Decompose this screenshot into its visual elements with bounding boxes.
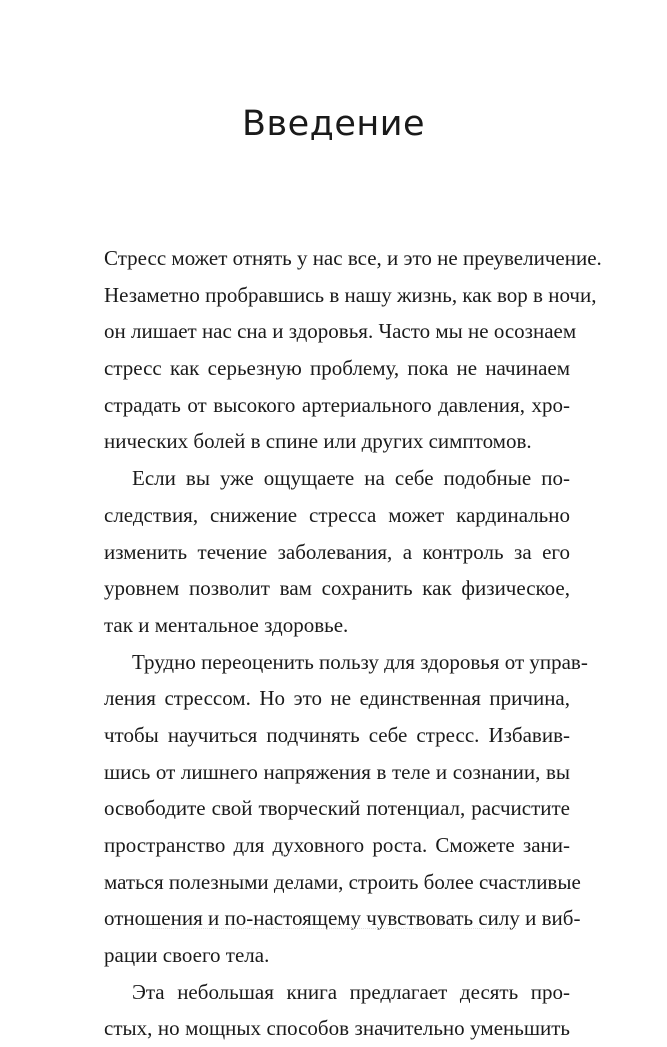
text-line: Незаметно пробравшись в нашу жизнь, как вор в ночи,: [104, 282, 597, 307]
text-line: рации своего тела.: [104, 943, 270, 968]
paragraph-2: [104, 460, 570, 643]
text-line: изменить течение заболевания, а контроль за его: [104, 539, 570, 564]
text-line: Эта небольшая книга предлагает десять про-: [132, 979, 570, 1004]
text-line: страдать от высокого артериального давления, хро-: [104, 392, 570, 417]
page-bottom-divider: [152, 928, 516, 929]
text-line: пространство для духовного роста. Сможете зани-: [104, 833, 570, 857]
text-line: шись от лишнего напряжения в теле и сознании, вы: [104, 759, 570, 784]
text-line: Трудно переоценить пользу для здоровья от управ-: [132, 649, 588, 674]
text-line: следствия, снижение стресса может кардинально: [104, 502, 570, 527]
text-line: стых, но мощных способов значительно уменьшить: [104, 1016, 570, 1041]
text-line: ления стрессом. Но это не единственная причина,: [104, 686, 570, 711]
paragraph-1: [104, 240, 602, 460]
text-line: отношения и по-настоящему чувствовать силу и виб-: [104, 906, 581, 931]
chapter-title: Введение: [241, 104, 426, 144]
text-line: он лишает нас сна и здоровья. Часто мы не осознаем: [104, 319, 577, 344]
text-line: освободите свой творческий потенциал, расчистите: [104, 796, 570, 821]
text-line: маться полезными делами, строить более счастливые: [104, 869, 581, 894]
text-line: Стресс может отнять у нас все, и это не преувеличение.: [104, 246, 602, 270]
text-line: Если вы уже ощущаете на себе подобные по-: [132, 466, 570, 491]
text-line: так и ментальное здоровье.: [104, 612, 349, 637]
text-line: стресс как серьезную проблему, пока не начинаем: [104, 356, 570, 381]
text-line: нических болей в спине или других симптомов.: [104, 429, 532, 454]
text-line: чтобы научиться подчинять себе стресс. Избавив-: [104, 722, 570, 747]
body-text: [104, 240, 602, 1047]
paragraph-3: [104, 644, 588, 974]
paragraph-4: [104, 974, 570, 1047]
text-line: уровнем позволит вам сохранить как физическое,: [104, 576, 570, 601]
